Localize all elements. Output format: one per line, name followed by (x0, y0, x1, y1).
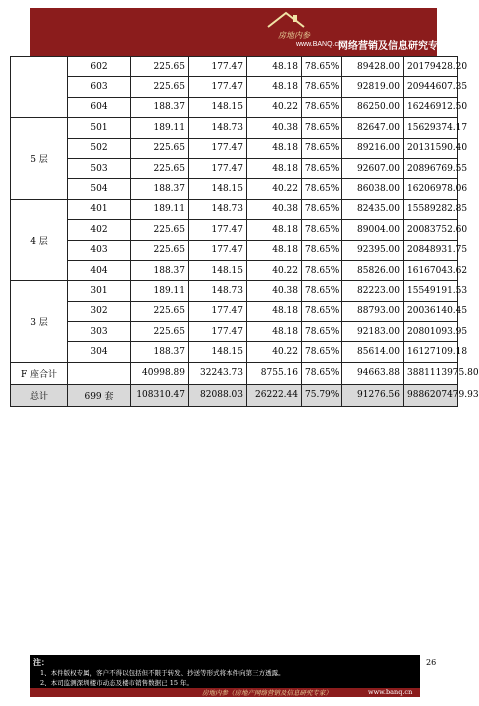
table-cell: 78.65% (302, 97, 342, 117)
table-cell: 78.65% (302, 342, 342, 362)
table-row (11, 138, 458, 158)
table-cell: 40.22 (247, 179, 302, 199)
footer-brand: 房地内参（房地产网络营销及信息研究专家） (202, 689, 332, 697)
table-cell: 78.65% (302, 260, 342, 280)
table-cell: 92819.00 (342, 77, 404, 97)
table-cell: 177.47 (189, 57, 247, 77)
table-cell: 189.11 (131, 281, 189, 301)
table-row (11, 77, 458, 97)
table-cell: 78.65% (302, 322, 342, 342)
table-row (11, 158, 458, 178)
table-cell: 20131590.40 (404, 138, 458, 158)
table-cell: 20944607.35 (404, 77, 458, 97)
unit-number: 503 (68, 158, 131, 178)
table-cell: 177.47 (189, 240, 247, 260)
table-cell: 148.73 (189, 199, 247, 219)
table-cell: 189.11 (131, 118, 189, 138)
table-cell: 89428.00 (342, 57, 404, 77)
table-cell: 94663.88 (342, 362, 404, 384)
unit-number: 603 (68, 77, 131, 97)
table-cell: 40.38 (247, 199, 302, 219)
table-cell: 177.47 (189, 77, 247, 97)
table-cell: 188.37 (131, 342, 189, 362)
table-cell: 78.65% (302, 57, 342, 77)
floor-label: 3 层 (11, 281, 68, 363)
table-cell: 78.65% (302, 220, 342, 240)
note-1: 1、本件版权专属，客户不得以包括但不限于转发、抄送等形式将本件向第三方透露。 (40, 669, 285, 677)
table-cell (68, 362, 131, 384)
floor-label: 5 层 (11, 118, 68, 200)
table-cell: 92395.00 (342, 240, 404, 260)
table-cell: 225.65 (131, 322, 189, 342)
table-cell: 8755.16 (247, 362, 302, 384)
table-cell: 40.22 (247, 260, 302, 280)
table-cell: 225.65 (131, 240, 189, 260)
header-banner (30, 8, 448, 56)
table-cell: 148.15 (189, 179, 247, 199)
unit-number: 402 (68, 220, 131, 240)
table-cell: 40.22 (247, 97, 302, 117)
table-cell: 177.47 (189, 301, 247, 321)
table-cell: 177.47 (189, 322, 247, 342)
table-cell: 16246912.50 (404, 97, 458, 117)
table-row (11, 301, 458, 321)
table-cell: 89216.00 (342, 138, 404, 158)
site-url: www.BANQ.cn (296, 41, 342, 48)
row-label: F 座合计 (11, 362, 68, 384)
unit-number: 301 (68, 281, 131, 301)
unit-number: 303 (68, 322, 131, 342)
table-cell: 78.65% (302, 281, 342, 301)
table-row (11, 220, 458, 240)
table-cell: 40.38 (247, 118, 302, 138)
brand-name: 房地内参 (278, 31, 310, 40)
table-cell: 78.65% (302, 138, 342, 158)
table-cell: 78.65% (302, 179, 342, 199)
unit-number: 604 (68, 97, 131, 117)
table-cell: 48.18 (247, 301, 302, 321)
table-cell: 225.65 (131, 158, 189, 178)
header-title: 网络营销及信息研究专家 (338, 41, 448, 52)
table-cell: 20083752.60 (404, 220, 458, 240)
table-cell: 48.18 (247, 220, 302, 240)
table-row (11, 281, 458, 301)
table-cell: 78.65% (302, 301, 342, 321)
table-cell: 3881113975.80 (404, 362, 458, 384)
note-heading: 注： (33, 657, 49, 667)
footer-bar (30, 688, 420, 697)
table-cell: 48.18 (247, 77, 302, 97)
table-cell: 78.65% (302, 118, 342, 138)
table-cell: 48.18 (247, 158, 302, 178)
table-cell: 82088.03 (189, 384, 247, 406)
unit-number: 401 (68, 199, 131, 219)
row-label: 总计 (11, 384, 68, 406)
floor-label (11, 57, 68, 118)
table-row (11, 322, 458, 342)
table-cell: 148.73 (189, 118, 247, 138)
table-cell: 15549191.53 (404, 281, 458, 301)
table-cell: 48.18 (247, 240, 302, 260)
table-cell: 40998.89 (131, 362, 189, 384)
table-cell: 82223.00 (342, 281, 404, 301)
table-cell: 48.18 (247, 322, 302, 342)
page-number: 26 (426, 658, 437, 667)
table-cell: 148.15 (189, 260, 247, 280)
table-cell: 20179428.20 (404, 57, 458, 77)
footer (30, 655, 420, 697)
table-cell: 91276.56 (342, 384, 404, 406)
unit-number: 304 (68, 342, 131, 362)
grand-total-row (11, 384, 458, 406)
table-cell: 20036140.45 (404, 301, 458, 321)
table-cell: 188.37 (131, 179, 189, 199)
table-cell: 16167043.62 (404, 260, 458, 280)
table-cell: 15589282.85 (404, 199, 458, 219)
table-cell: 189.11 (131, 199, 189, 219)
table-cell: 148.15 (189, 97, 247, 117)
table-cell: 78.65% (302, 362, 342, 384)
unit-number: 403 (68, 240, 131, 260)
table-cell: 92183.00 (342, 322, 404, 342)
table-cell: 699 套 (68, 384, 131, 406)
table-cell: 85614.00 (342, 342, 404, 362)
table-cell: 225.65 (131, 57, 189, 77)
table-cell: 78.65% (302, 158, 342, 178)
table-row (11, 260, 458, 280)
table-cell: 40.38 (247, 281, 302, 301)
table-cell: 9886207479.93 (404, 384, 458, 406)
table-cell: 86250.00 (342, 97, 404, 117)
table-body (11, 57, 479, 407)
subtotal-row (11, 362, 458, 384)
footer-url: www.banq.cn (368, 688, 413, 696)
table-cell: 188.37 (131, 97, 189, 117)
table-cell: 225.65 (131, 77, 189, 97)
table-cell: 188.37 (131, 260, 189, 280)
table-cell: 78.65% (302, 199, 342, 219)
table-cell: 16206978.06 (404, 179, 458, 199)
table-cell: 32243.73 (189, 362, 247, 384)
unit-number: 501 (68, 118, 131, 138)
table-cell: 92607.00 (342, 158, 404, 178)
table-cell: 177.47 (189, 138, 247, 158)
table-row (11, 118, 458, 138)
table-cell: 108310.47 (131, 384, 189, 406)
unit-number: 504 (68, 179, 131, 199)
table-cell: 48.18 (247, 138, 302, 158)
table-cell: 26222.44 (247, 384, 302, 406)
unit-number: 502 (68, 138, 131, 158)
table-row (11, 342, 458, 362)
table-row (11, 179, 458, 199)
table-cell: 78.65% (302, 77, 342, 97)
table-cell: 86038.00 (342, 179, 404, 199)
unit-number: 302 (68, 301, 131, 321)
table-cell: 225.65 (131, 138, 189, 158)
table-cell: 89004.00 (342, 220, 404, 240)
table-cell: 78.65% (302, 240, 342, 260)
unit-number: 602 (68, 57, 131, 77)
table-cell: 16127109.18 (404, 342, 458, 362)
floor-label: 4 层 (11, 199, 68, 281)
table-cell: 148.15 (189, 342, 247, 362)
table-cell: 20896769.55 (404, 158, 458, 178)
table-row (11, 57, 458, 77)
table-cell: 48.18 (247, 57, 302, 77)
table-cell: 75.79% (302, 384, 342, 406)
table-cell: 177.47 (189, 220, 247, 240)
table-cell: 225.65 (131, 220, 189, 240)
note-2: 2、本司监测深圳楼市动态及楼市销售数据已 15 年。 (40, 679, 194, 687)
unit-number: 404 (68, 260, 131, 280)
table-cell: 15629374.17 (404, 118, 458, 138)
sales-table (10, 56, 479, 407)
table-cell: 148.73 (189, 281, 247, 301)
table-cell: 85826.00 (342, 260, 404, 280)
table-cell: 20801093.95 (404, 322, 458, 342)
table-cell: 177.47 (189, 158, 247, 178)
table-cell: 82647.00 (342, 118, 404, 138)
table-cell: 40.22 (247, 342, 302, 362)
table-row (11, 199, 458, 219)
table-row (11, 240, 458, 260)
table-cell: 88793.00 (342, 301, 404, 321)
table-cell: 225.65 (131, 301, 189, 321)
table-cell: 82435.00 (342, 199, 404, 219)
table-cell: 20848931.75 (404, 240, 458, 260)
table-row (11, 97, 458, 117)
